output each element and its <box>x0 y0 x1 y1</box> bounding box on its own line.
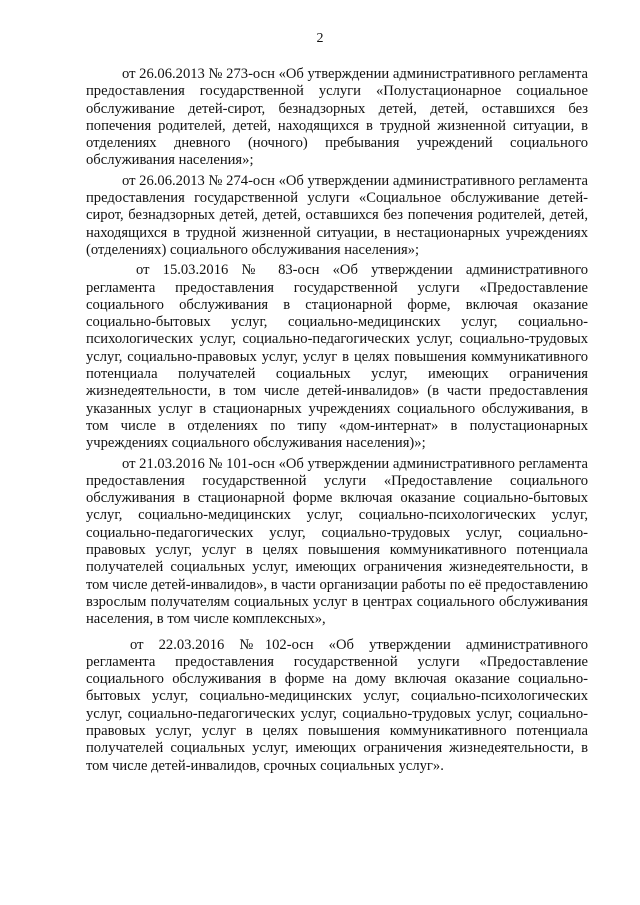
paragraph-order-101: от 21.03.2016 № 101-осн «Об утверждении административного регламента предоставления государственной услуги «Предоставление социального обслуживания в стационарной форме включая оказание социально-бытовых услуг, социально-медицинских услуг, социально-психологических услуг, социально-педагогических услуг, социально-трудовых услуг, социально-правовых услуг, услуг в целях повышения коммуникативного потенциала получателей социальных услуг, имеющих ограничения жизнедеятельности, в том числе детей-инвалидов», в части организации работы по её предоставлению взрослым получателям социальных услуг в центрах социального обслуживания населения, в том числе комплексных», <box>86 455 588 628</box>
paragraph-order-83: от 15.03.2016 № 83-осн «Об утверждении административного регламента предоставления государственной услуги «Предоставление социального обслуживания в стационарной форме, включая оказание социально-бытовых услуг, социально-медицинских услуг, социально-психологических услуг, социально-педагогических услуг, социально-трудовых услуг, социально-правовых услуг, услуг в целях повышения коммуникативного потенциала получателей социальных услуг, имеющих ограничения жизнедеятельности, в том числе детей-инвалидов» (в части предоставления указанных услуг в стационарных учреждениях социального обслуживания, в том числе в отделениях по типу «дом-интернат» в полустационарных учреждениях социального обслуживания населения)»; <box>86 262 588 452</box>
page-number: 2 <box>316 31 324 46</box>
paragraph-order-274: от 26.06.2013 № 274-осн «Об утверждении административного регламента предоставления государственной услуги «Социальное обслуживание детей-сирот, безнадзорных детей, детей, оставшихся без попечения родителей, детей, находящихся в трудной жизненной ситуации, в нестационарных учреждениях (отделениях) социального обслуживания населения»; <box>86 172 588 258</box>
document-body <box>86 66 588 775</box>
paragraph-order-102: от 22.03.2016 №102-осн «Об утверждении административного регламента предоставления государственной услуги «Предоставление социального обслуживания в форме на дому включая оказание социально-бытовых услуг, социально-медицинских услуг, социально-психологических услуг, социально-педагогических услуг, социально-трудовых услуг, социально-правовых услуг, услуг в целях повышения коммуникативного потенциала получателей социальных услуг, имеющих ограничения жизнедеятельности, в том числе детей-инвалидов, срочных социальных услуг». <box>86 636 588 774</box>
paragraph-order-273: от 26.06.2013 № 273-осн «Об утверждении административного регламента предоставления государственной услуги «Полустационарное социальное обслуживание детей-сирот, безнадзорных детей, детей, оставшихся без попечения родителей, детей, находящихся в трудной жизненной ситуации, в отделениях дневного (ночного) пребывания учреждений социального обслуживания населения»; <box>86 66 588 169</box>
